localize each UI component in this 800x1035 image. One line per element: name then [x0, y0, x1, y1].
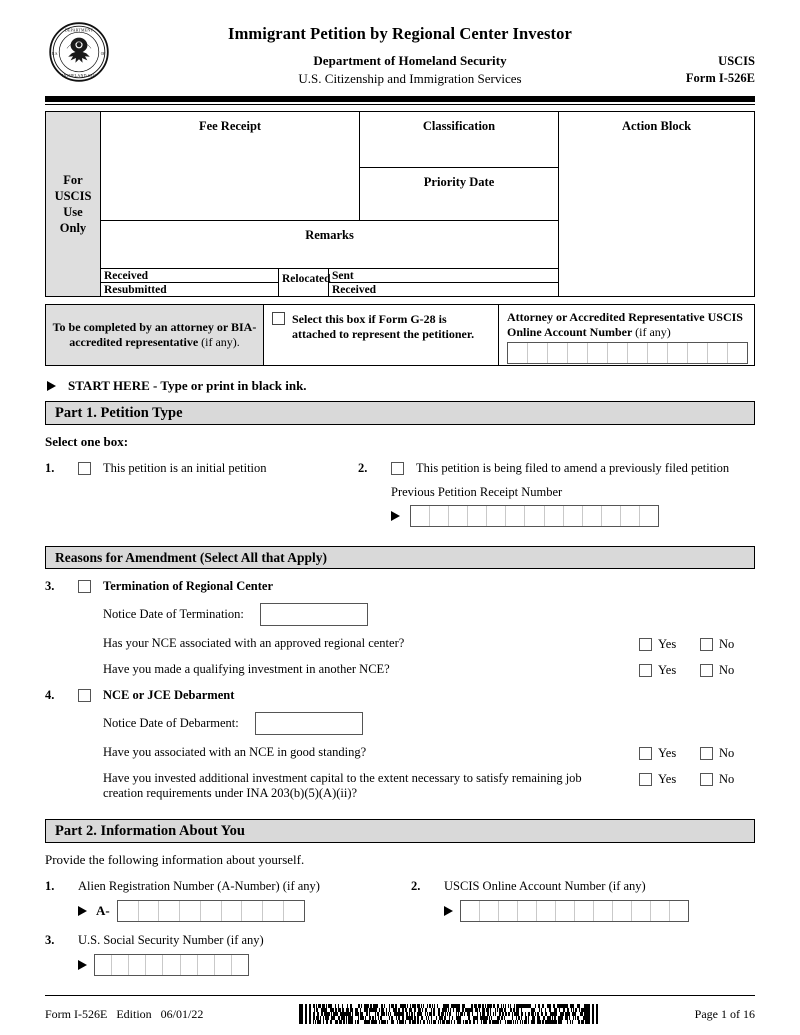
a-number-field-row: [45, 900, 411, 922]
part2-row-1: [45, 879, 755, 922]
amendment-title: Reasons for Amendment (Select All that Apply): [55, 549, 327, 565]
classification-label: Classification: [422, 119, 496, 133]
a-number-prefix: A-: [96, 903, 110, 918]
amendment-q3-no-checkbox[interactable]: [700, 747, 713, 760]
amendment-q3-answers[interactable]: [633, 745, 755, 761]
uscis-account-group: [411, 879, 777, 922]
classification-column: [360, 112, 558, 220]
a-number-input[interactable]: [117, 900, 305, 922]
header-subtitle-row: [45, 53, 755, 89]
amendment-q2-no[interactable]: [694, 663, 755, 678]
amendment-q1-answers[interactable]: [633, 636, 755, 652]
agency-block: [45, 53, 755, 87]
attorney-account-label-regular: (if any): [635, 324, 671, 339]
part2-instruction: Provide the following information about yourself.: [45, 852, 305, 867]
a-number-arrow-icon: [78, 906, 87, 916]
fee-receipt-cell: [101, 112, 360, 220]
form-identifier: [686, 53, 755, 87]
amendment-q1-no[interactable]: [694, 637, 755, 652]
amendment-q1-no-label: No: [719, 637, 735, 651]
classification-cell: [360, 112, 558, 168]
svg-text:U.S.: U.S.: [51, 52, 59, 56]
amendment-q4-yes[interactable]: [633, 772, 694, 787]
ssn-arrow-icon: [78, 960, 87, 970]
part1-option-1[interactable]: [45, 461, 358, 476]
amendment-q2-no-label: No: [719, 663, 735, 677]
uscis-use-only-side-label: For USCIS Use Only: [46, 112, 101, 296]
sent-column: [329, 269, 558, 296]
form-barcode-icon: [299, 1004, 599, 1024]
part1-item1-number: 1.: [45, 461, 55, 475]
amendment-q2-yes-checkbox[interactable]: [639, 664, 652, 677]
footer-barcode-wrap: [203, 1004, 694, 1024]
amendment-q4-text: Have you invested additional investment capital to the extent necessary to satisfy remaining job creation requirements under INA 203(b)(5)(A)(ii)?: [103, 771, 582, 800]
amendment-q2-yes-label: Yes: [658, 663, 677, 677]
amendment-item-3-body: [45, 603, 755, 678]
ssn-label: U.S. Social Security Number (if any): [78, 933, 264, 947]
amendment-q4-no-label: No: [719, 772, 735, 786]
svg-text:HOMELAND SEC: HOMELAND SEC: [62, 73, 96, 79]
received2-cell: [329, 283, 558, 296]
amend-petition-checkbox[interactable]: [391, 462, 404, 475]
uscis-top-row: [101, 112, 558, 221]
uscis-account-header: [411, 879, 777, 894]
amendment-item3-number: 3.: [45, 579, 55, 593]
notice-date-termination-row: [103, 603, 755, 626]
amendment-item4-number: 4.: [45, 688, 55, 702]
resubmitted-label: Resubmitted: [104, 283, 167, 296]
department-name: Department of Homeland Security: [313, 53, 507, 68]
uscis-use-only-table: [45, 111, 755, 297]
part2-row-2: [45, 933, 755, 976]
previous-receipt-input[interactable]: [410, 505, 659, 527]
ssn-group: [45, 933, 411, 976]
g28-checkbox[interactable]: [272, 312, 285, 325]
attorney-instruction-bold: To be completed by an attorney or BIA-accredited representative: [52, 320, 257, 349]
amendment-q3-row: [103, 745, 755, 761]
amendment-q2-answers[interactable]: [633, 662, 755, 678]
amendment-q4-no[interactable]: [694, 772, 755, 787]
sent-cell: [329, 269, 558, 283]
a-number-group: [45, 879, 411, 922]
termination-regional-center-checkbox[interactable]: [78, 580, 91, 593]
a-number-header: [45, 879, 411, 894]
amendment-q3-yes[interactable]: [633, 746, 694, 761]
received-label: Received: [104, 269, 149, 282]
attorney-block: [45, 304, 755, 366]
part2-title: Part 2. Information About You: [55, 822, 245, 839]
received-cell: [101, 269, 278, 283]
start-here-label: START HERE - Type or print in black ink.: [68, 378, 307, 393]
fee-receipt-label: Fee Receipt: [198, 119, 262, 133]
a-number-item-number: 1.: [45, 879, 55, 893]
amendment-q4-yes-checkbox[interactable]: [639, 773, 652, 786]
received2-label: Received: [332, 283, 377, 296]
amendment-q1-no-checkbox[interactable]: [700, 638, 713, 651]
nce-jce-debarment-checkbox[interactable]: [78, 689, 91, 702]
attorney-instruction-regular: (if any).: [201, 335, 240, 349]
svg-text:OF: OF: [100, 52, 106, 56]
uscis-account-label: USCIS Online Account Number (if any): [444, 879, 646, 893]
attorney-account-input[interactable]: [507, 342, 748, 364]
footer-rule: [45, 995, 755, 996]
form-header: [45, 0, 755, 90]
attorney-account-cell: [499, 305, 754, 365]
svg-text:DEPARTMENT: DEPARTMENT: [64, 27, 94, 33]
received-left-column: [101, 269, 279, 296]
part1-title: Part 1. Petition Type: [55, 404, 183, 421]
amendment-q3-text: Have you associated with an NCE in good standing?: [103, 745, 367, 759]
amendment-item-4-body: [45, 712, 755, 801]
remarks-cell: [101, 221, 558, 269]
attorney-account-label: [507, 310, 748, 339]
footer-row: [45, 1003, 755, 1025]
ssn-header: [45, 933, 411, 948]
header-thin-rule: [45, 104, 755, 105]
amendment-q3-no[interactable]: [694, 746, 755, 761]
termination-regional-center-label: Termination of Regional Center: [103, 579, 274, 593]
priority-date-label: Priority Date: [423, 175, 495, 189]
previous-receipt-arrow-icon: [391, 511, 400, 521]
amendment-q4-row: [103, 771, 755, 801]
previous-receipt-label: Previous Petition Receipt Number: [391, 485, 563, 499]
priority-date-cell: [360, 168, 558, 220]
uscis-account-input[interactable]: [460, 900, 689, 922]
amendment-q3-yes-checkbox[interactable]: [639, 747, 652, 760]
uscis-use-only-main: [101, 112, 559, 296]
part2-header-bar: [45, 819, 755, 843]
uscis-account-arrow-icon: [444, 906, 453, 916]
initial-petition-checkbox[interactable]: [78, 462, 91, 475]
action-block-label: Action Block: [621, 119, 692, 133]
amendment-item-4-header[interactable]: [45, 688, 755, 703]
initial-petition-label: This petition is an initial petition: [103, 461, 267, 475]
amendment-q4-yes-label: Yes: [658, 772, 677, 786]
page-title: Immigrant Petition by Regional Center Investor: [228, 24, 572, 43]
notice-date-termination-label: Notice Date of Termination:: [103, 607, 244, 621]
amendment-q3-no-label: No: [719, 746, 735, 760]
part1-item2-number: 2.: [358, 461, 368, 475]
part1-instruction: Select one box:: [45, 434, 129, 449]
agency-abbrev: USCIS: [718, 54, 755, 68]
amendment-q1-yes[interactable]: [633, 637, 694, 652]
amendment-q2-no-checkbox[interactable]: [700, 664, 713, 677]
amendment-q1-yes-checkbox[interactable]: [639, 638, 652, 651]
amendment-q4-answers[interactable]: [633, 771, 755, 787]
attorney-instruction-cell: [46, 305, 264, 365]
remarks-label: Remarks: [305, 228, 354, 242]
notice-date-termination-input[interactable]: [260, 603, 368, 626]
form-number: Form I-526E: [685, 71, 755, 85]
action-block-cell: [559, 112, 754, 296]
uscis-account-field-row: [411, 900, 777, 922]
amendment-header-bar: [45, 546, 755, 569]
footer-page-number: Page 1 of 16: [694, 1006, 755, 1021]
ssn-input[interactable]: [94, 954, 249, 976]
notice-date-debarment-input[interactable]: [255, 712, 363, 735]
amendment-item-3: [45, 579, 755, 678]
form-footer: [45, 995, 755, 1025]
footer-form-edition: Form I-526E Edition 06/01/22: [45, 1006, 204, 1021]
a-number-label: Alien Registration Number (A-Number) (if any): [78, 879, 320, 893]
nce-jce-debarment-label: NCE or JCE Debarment: [103, 688, 235, 702]
relocated-label: Relocated: [282, 273, 331, 285]
header-thick-rule: [45, 96, 755, 102]
received-row: [101, 269, 558, 296]
agency-name: U.S. Citizenship and Immigration Services: [298, 71, 522, 86]
part1-option-2[interactable]: [358, 461, 729, 476]
resubmitted-cell: [101, 283, 278, 296]
relocated-cell: [279, 269, 329, 296]
amendment-item-3-header[interactable]: [45, 579, 755, 594]
part1-options-row: [45, 461, 755, 476]
g28-checkbox-label: Select this box if Form G-28 is attached to represent the petitioner.: [292, 312, 475, 341]
notice-date-debarment-row: [103, 712, 755, 735]
ssn-item-number: 3.: [45, 933, 55, 947]
amendment-q2-yes[interactable]: [633, 663, 694, 678]
ssn-field-row: [45, 954, 411, 976]
amendment-q1-text: Has your NCE associated with an approved regional center?: [103, 636, 405, 650]
amendment-q2-row: [103, 662, 755, 678]
start-here-row: [45, 378, 755, 394]
amend-petition-label: This petition is being filed to amend a previously filed petition: [416, 461, 730, 475]
g28-checkbox-cell[interactable]: [264, 305, 499, 365]
part1-header-bar: [45, 401, 755, 425]
amendment-q3-yes-label: Yes: [658, 746, 677, 760]
notice-date-debarment-label: Notice Date of Debarment:: [103, 716, 239, 730]
amendment-q4-no-checkbox[interactable]: [700, 773, 713, 786]
amendment-q1-row: [103, 636, 755, 652]
amendment-q2-text: Have you made a qualifying investment in another NCE?: [103, 662, 390, 676]
amendment-item-4: [45, 688, 755, 801]
amendment-q1-yes-label: Yes: [658, 637, 677, 651]
previous-receipt-group: [391, 485, 755, 527]
attorney-account-label-bold: Attorney or Accredited Representative USCIS Online Account Number: [507, 310, 743, 339]
uscis-account-item-number: 2.: [411, 879, 421, 893]
sent-label: Sent: [332, 269, 354, 282]
previous-receipt-row: [391, 505, 755, 527]
start-here-arrow-icon: [47, 381, 56, 391]
